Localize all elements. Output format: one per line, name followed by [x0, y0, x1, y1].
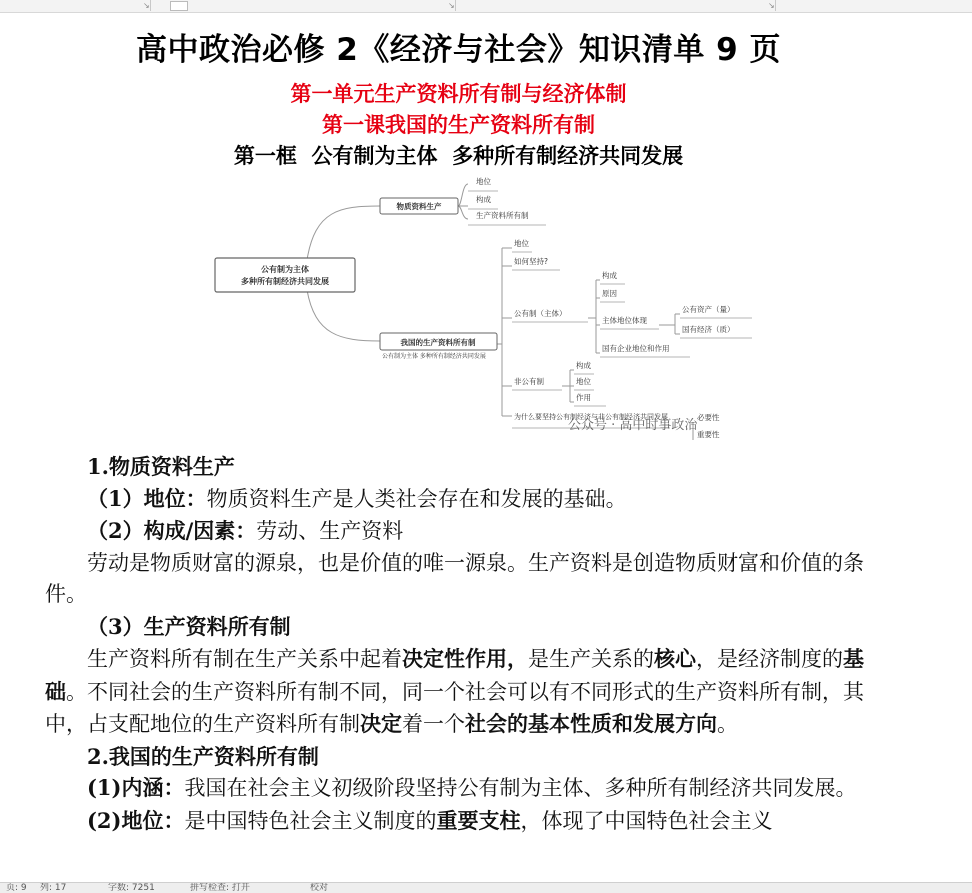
- item-label: (2)地位：: [87, 807, 185, 833]
- watermark: 公众号 · 高中时事政治: [568, 418, 698, 433]
- ruler-arrow-icon: ↘: [448, 1, 455, 10]
- mind-map: [200, 170, 760, 442]
- item-text: 劳动、生产资料: [256, 519, 404, 543]
- frame-heading: 第一框 公有制为主体 多种所有制经济共同发展: [233, 143, 684, 168]
- ruler-arrow-icon: ↘: [143, 1, 150, 10]
- mindmap-leaf: 地位: [576, 377, 591, 386]
- mindmap-node-ownership-label: 我国的生产资料所有制: [400, 338, 476, 347]
- mindmap-leaf: 公有制（主体）: [514, 309, 567, 318]
- item-label: （3）生产资料所有制: [87, 613, 291, 639]
- item-label: （2）构成/因素：: [87, 518, 257, 543]
- item-text: ，体现了中国特色社会主义: [520, 808, 773, 833]
- ruler-marker[interactable]: [170, 1, 188, 11]
- paragraph: 劳动是物质财富的源泉，也是价值的唯一源泉。生产资料是创造物质财富和价值的条件。: [45, 550, 864, 606]
- status-page[interactable]: 页: 9: [6, 883, 27, 893]
- status-bar: [0, 882, 972, 893]
- mindmap-leaf: 地位: [514, 239, 529, 248]
- emphasis: 决定性作用，: [402, 646, 528, 671]
- mindmap-node-material-label: 物质资料生产: [396, 202, 442, 211]
- mindmap-leaf: 构成: [602, 271, 617, 280]
- emphasis: 社会的基本性质和发展方向: [465, 711, 717, 736]
- mindmap-leaf: 构成: [476, 195, 491, 204]
- mindmap-leaf: 如何坚持?: [514, 257, 548, 266]
- item-text: 是中国特色社会主义制度的: [184, 808, 437, 833]
- emphasis: 重要支柱: [436, 807, 521, 833]
- text-run: 生产资料所有制在生产关系中起着: [87, 647, 402, 671]
- mindmap-leaf: 非公有制: [514, 377, 544, 386]
- item-label: （1）地位：: [87, 485, 207, 511]
- paragraph: [45, 643, 880, 741]
- mindmap-node-note: 公有制为主体 多种所有制经济共同发展: [382, 353, 486, 360]
- text-run: 。: [717, 712, 738, 736]
- paragraph: [45, 805, 880, 838]
- mindmap-leaf: 重要性: [697, 430, 720, 439]
- paragraph: [45, 483, 880, 516]
- emphasis: 基础: [45, 646, 864, 704]
- mindmap-leaf: 必要性: [697, 413, 720, 422]
- lesson-heading: 第一课我国的生产资料所有制: [322, 112, 595, 137]
- item-text: 物质资料生产是人类社会存在和发展的基础。: [206, 486, 627, 511]
- mindmap-root-line1: 公有制为主体: [261, 265, 309, 274]
- mindmap-leaf: 作用: [576, 393, 591, 402]
- paragraph: [45, 772, 880, 805]
- unit-heading: 第一单元生产资料所有制与经济体制: [290, 81, 627, 106]
- mindmap-leaf: 地位: [476, 177, 491, 186]
- section-heading: 1.物质资料生产: [87, 454, 235, 479]
- mindmap-leaf: 国有企业地位和作用: [602, 344, 670, 353]
- ruler-tick: [455, 0, 456, 11]
- paragraph: [45, 515, 880, 548]
- item-text: 我国在社会主义初级阶段坚持公有制为主体、多种所有制经济共同发展。: [184, 776, 857, 800]
- status-proofread[interactable]: 校对: [310, 883, 329, 893]
- ruler-arrow-icon: ↘: [768, 1, 775, 10]
- status-column: 列: 17: [40, 883, 67, 893]
- mindmap-root-line2: 多种所有制经济共同发展: [241, 277, 329, 286]
- document-title: 高中政治必修 2《经济与社会》知识清单 9 页: [135, 32, 781, 68]
- text-run: 是生产关系的: [528, 647, 654, 671]
- mindmap-leaf: 原因: [602, 289, 617, 298]
- mindmap-leaf: 主体地位体现: [602, 316, 647, 325]
- mindmap-leaf: 构成: [576, 361, 591, 370]
- item-label: (1)内涵：: [87, 775, 185, 800]
- text-run: 着一个: [402, 712, 465, 736]
- mindmap-leaf: 为什么要坚持公有制经济与非公有制经济共同发展: [514, 413, 668, 421]
- paragraph: [45, 611, 880, 644]
- mindmap-leaf: 国有经济（质）: [682, 325, 735, 334]
- status-spell-check[interactable]: 拼写检查: 打开: [190, 883, 250, 893]
- mindmap-root-node: [215, 258, 355, 292]
- document-body: [45, 451, 880, 837]
- top-ruler: [0, 0, 972, 13]
- ruler-tick: [775, 0, 776, 11]
- status-word-count[interactable]: 字数: 7251: [108, 883, 155, 893]
- mindmap-leaf: 生产资料所有制: [476, 211, 529, 220]
- mindmap-leaf: 公有资产（量）: [682, 305, 735, 314]
- emphasis: 决定: [360, 711, 402, 736]
- ruler-tick: [150, 0, 151, 11]
- emphasis: 核心: [654, 646, 696, 671]
- text-run: ，是经济制度的: [696, 647, 843, 671]
- section-heading: 2.我国的生产资料所有制: [87, 743, 319, 769]
- text-run: 。不同社会的生产资料所有制不同，同一个社会可以有不同形式的生产资料所有制，其中，占支配地位的生产资料所有制: [45, 679, 864, 736]
